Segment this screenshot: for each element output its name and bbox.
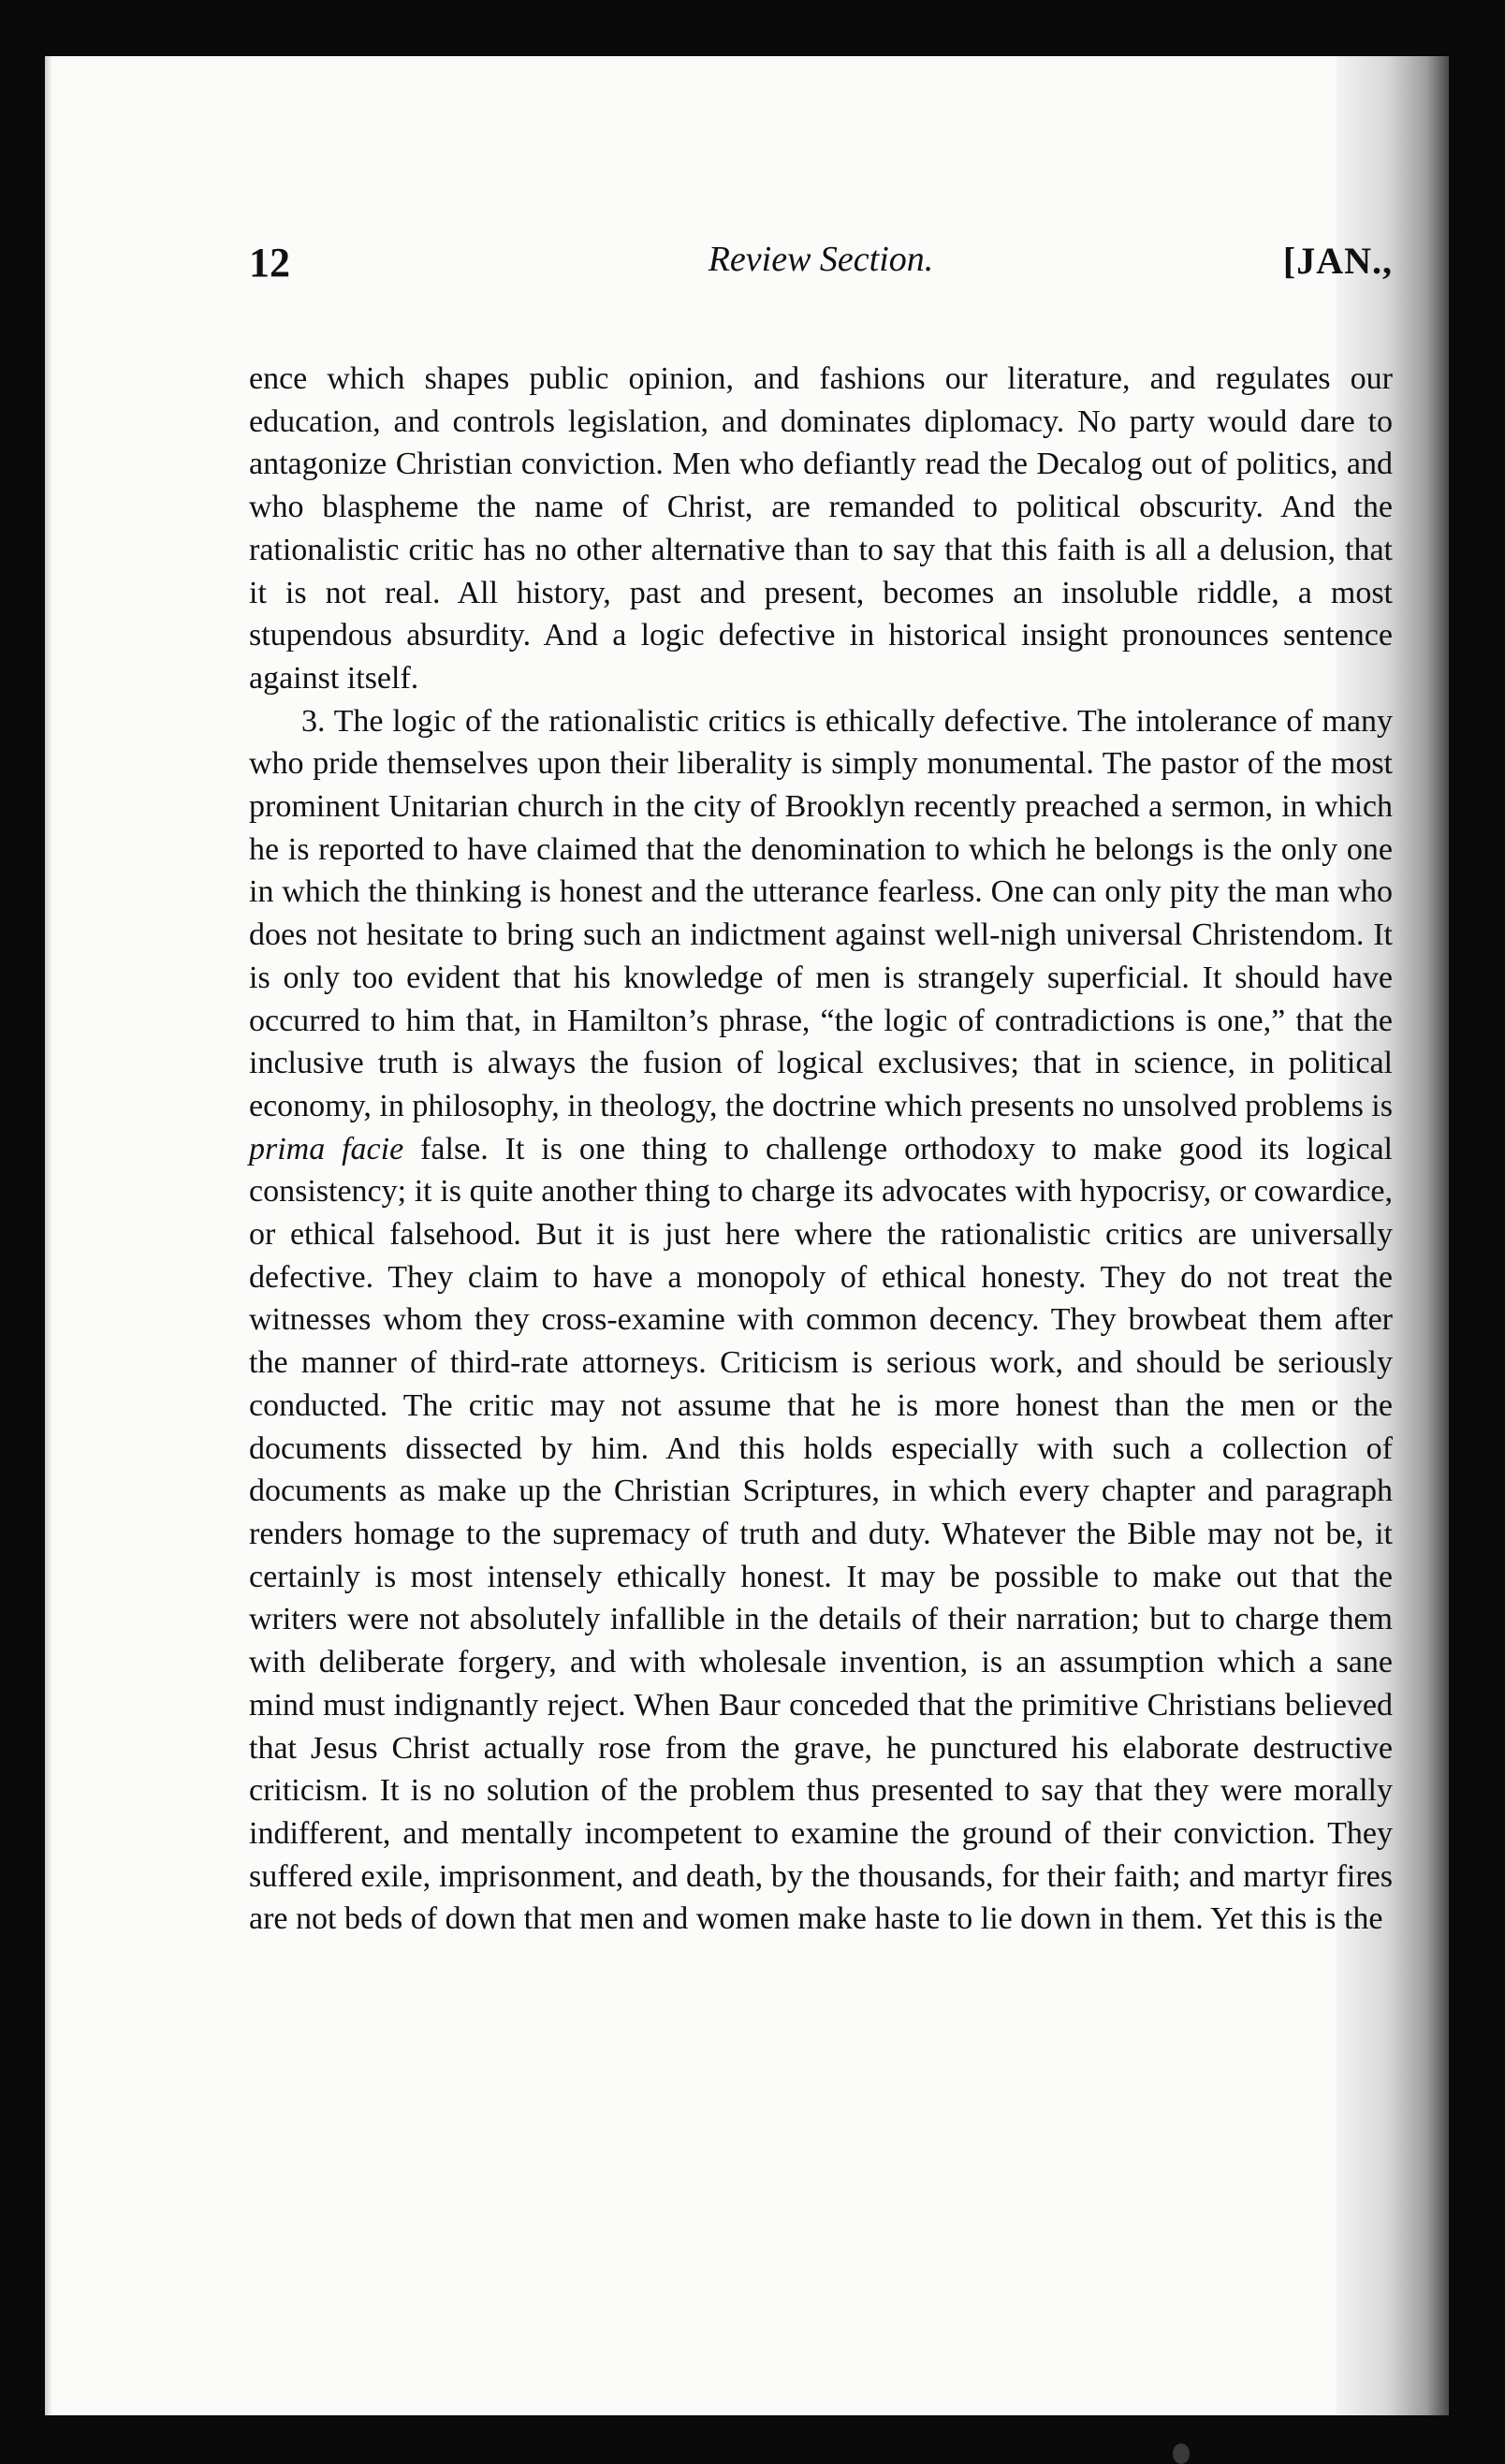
running-title: Review Section. (708, 240, 934, 279)
running-date: [JAN., (1282, 240, 1393, 282)
running-header (249, 239, 1393, 295)
page-number: 12 (249, 240, 290, 286)
paragraph-2 (249, 700, 1393, 1941)
paragraph-2-part-b: false. It is one thing to challenge orthodoxy to make good its logical consistency; it is quite another thing to charge its advocates with hypocrisy, or cowardice, or ethical falsehood. But it is just here where the rationalistic critics are universally defective. They claim to have a monopoly of ethical honesty. They do not treat the witnesses whom they cross-examine with common decency. They browbeat them after the manner of third-rate attorneys. Criticism is serious work, and should be seriously conducted. The critic may not assume that he is more honest than the men or the documents dissected by him. And this holds especially with such a collection of documents as make up the Christian Scriptures, in which every chapter and paragraph renders homage to the supremacy of truth and duty. Whatever the Bible may not be, it certainly is most intensely ethically honest. It may be possible to make out that the writers were not absolutely infallible in the details of their narration; but to charge them with deliberate forgery, and with wholesale invention, is an assumption which a sane mind must indignantly reject. When Baur conceded that the primitive Christians believed that Jesus Christ actually rose from the grave, he punctured his elaborate destructive criticism. It is no solution of the problem thus presented to say that they were morally indifferent, and mentally incompetent to examine the ground of their conviction. They suffered exile, imprisonment, and death, by the thousands, for their faith; and martyr fires are not beds of down that men and women make haste to lie down in them. Yet this is the (249, 1131, 1394, 1937)
page-left-edge (45, 56, 52, 2415)
body-text (249, 358, 1393, 1941)
italic-phrase: prima facie (249, 1131, 404, 1166)
paragraph-1: ence which shapes public opinion, and fashions our literature, and regulates our education, and controls legislation, and dominates diplomacy. No party would dare to antagonize Christian conviction. Men who defiantly read the Decalog out of politics, and who blaspheme the name of Christ, are remanded to political obscurity. And the rationalistic critic has no other alternative than to say that this faith is all a delusion, that it is not real. All history, past and present, becomes an insoluble riddle, a most stupendous absurdity. And a logic defective in historical insight pronounces sentence against itself. (249, 361, 1393, 696)
paragraph-2-part-a: 3. The logic of the rationalistic critics is ethically defective. The intolerance of many who pride themselves upon their liberality is simply monumental. The pastor of the most prominent Unitarian church in the city of Brooklyn recently preached a sermon, in which he is reported to have claimed that the denomination to which he belongs is the only one in which the thinking is honest and the utterance fearless. One can only pity the man who does not hesitate to bring such an indictment against well-nigh universal Christendom. It is only too evident that his knowledge of men is strangely superficial. It should have occurred to him that, in Hamilton’s phrase, “the logic of contradictions is one,” that the inclusive truth is always the fusion of logical exclusives; that in science, in political economy, in philosophy, in theology, the doctrine which presents no unsolved problems is (249, 703, 1393, 1123)
book-page (45, 56, 1449, 2415)
ink-smudge (1173, 2443, 1190, 2464)
